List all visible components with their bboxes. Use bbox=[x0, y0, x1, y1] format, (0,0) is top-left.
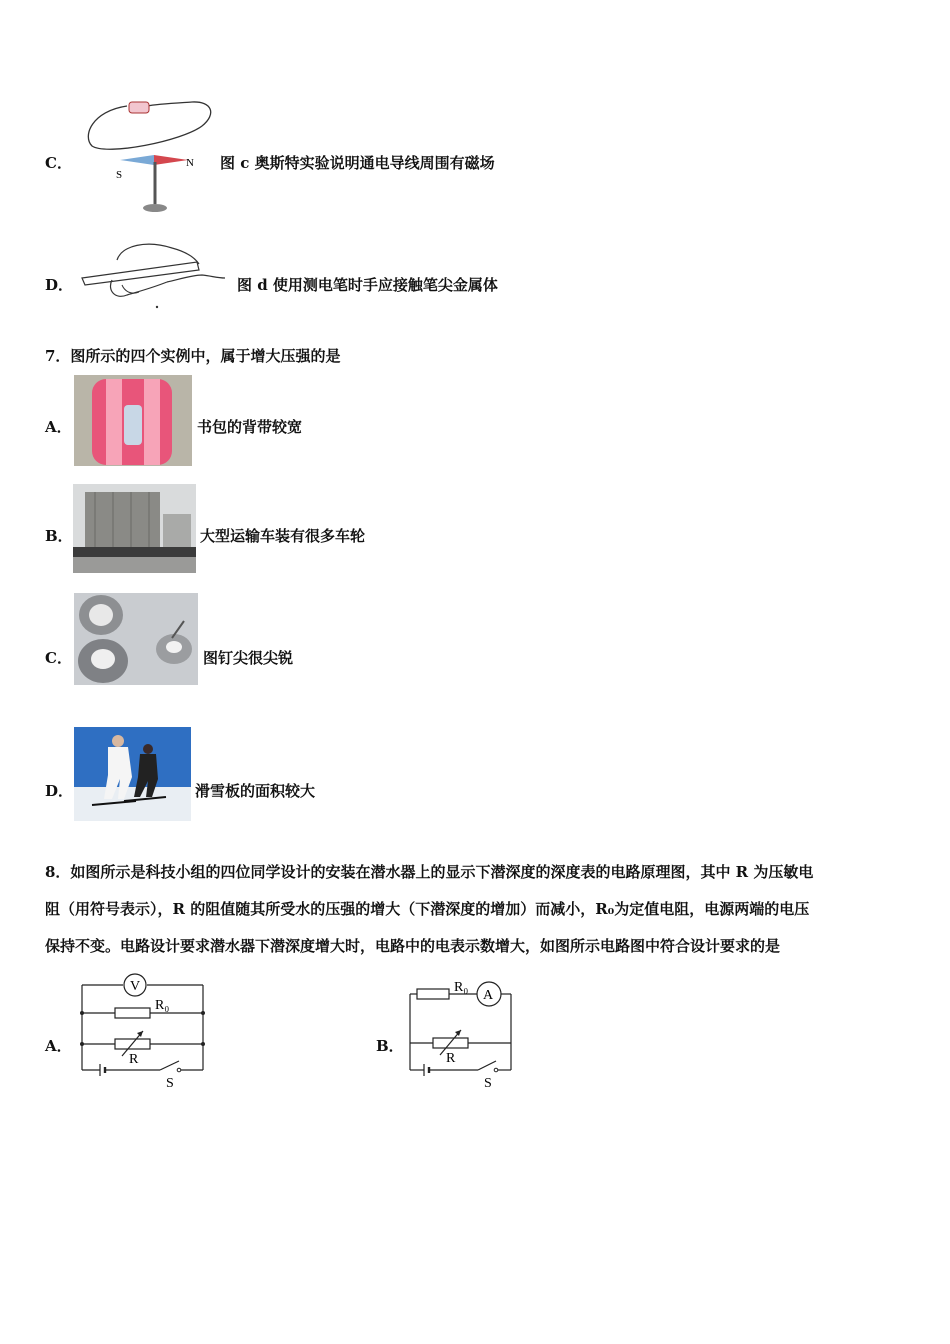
option-d-text: 图 d 使用测电笔时手应接触笔尖金属体 bbox=[237, 276, 498, 294]
circuit-b-diagram bbox=[400, 972, 525, 1092]
question-8-text bbox=[45, 854, 915, 965]
q7-option-c-text: 图钉尖很尖锐 bbox=[203, 649, 294, 667]
switch-label: S bbox=[484, 1076, 492, 1091]
q7-option-letter-d: D． bbox=[45, 782, 74, 800]
question-8-line-2: 阻（用符号表示），R 的阻值随其所受水的压强的增大（下潜深度的增加）而减小，R₀为定值电阻，电源两端的电压 bbox=[45, 900, 810, 918]
switch-label: S bbox=[166, 1076, 174, 1091]
r-label: R bbox=[129, 1052, 139, 1067]
q7-option-letter-c: C． bbox=[45, 649, 72, 667]
question-8-line-3: 保持不变。电路设计要求潜水器下潜深度增大时，电路中的电表示数增大，如图所示电路图中符合设计要求的是 bbox=[45, 937, 781, 955]
backpack-photo bbox=[74, 375, 192, 466]
r-label: R bbox=[446, 1051, 456, 1066]
transport-truck-photo bbox=[73, 484, 196, 573]
q7-option-a-text: 书包的背带较宽 bbox=[197, 418, 303, 436]
compass-s-label: S bbox=[116, 169, 123, 181]
q8-option-letter-b: B． bbox=[376, 1037, 404, 1055]
test-pen-hand-figure bbox=[77, 240, 227, 310]
option-c-text: 图 c 奥斯特实验说明通电导线周围有磁场 bbox=[220, 154, 495, 172]
option-letter-c: C． bbox=[45, 154, 72, 172]
circuit-a-diagram bbox=[75, 972, 210, 1092]
q7-option-d-text: 滑雪板的面积较大 bbox=[195, 782, 316, 800]
compass-n-label: N bbox=[186, 157, 194, 169]
q7-option-b-text: 大型运输车装有很多车轮 bbox=[200, 527, 366, 545]
skiers-photo bbox=[74, 727, 191, 821]
voltmeter-label: V bbox=[130, 979, 141, 994]
option-letter-d: D． bbox=[45, 276, 74, 294]
r0-label: R₀ bbox=[155, 998, 170, 1013]
q7-option-letter-b: B． bbox=[45, 527, 73, 545]
question-8-line-1: 8．如图所示是科技小组的四位同学设计的安装在潜水器上的显示下潜深度的深度表的电路原理图，其中 R 为压敏电 bbox=[45, 863, 814, 881]
r0-label: R₀ bbox=[454, 980, 469, 995]
q8-option-letter-a: A． bbox=[45, 1037, 72, 1055]
ammeter-label: A bbox=[483, 988, 494, 1003]
q7-option-letter-a: A． bbox=[45, 418, 72, 436]
question-7-title: 7．图所示的四个实例中，属于增大压强的是 bbox=[45, 347, 341, 365]
oersted-experiment-figure bbox=[82, 96, 217, 218]
thumbtack-photo bbox=[74, 593, 198, 685]
